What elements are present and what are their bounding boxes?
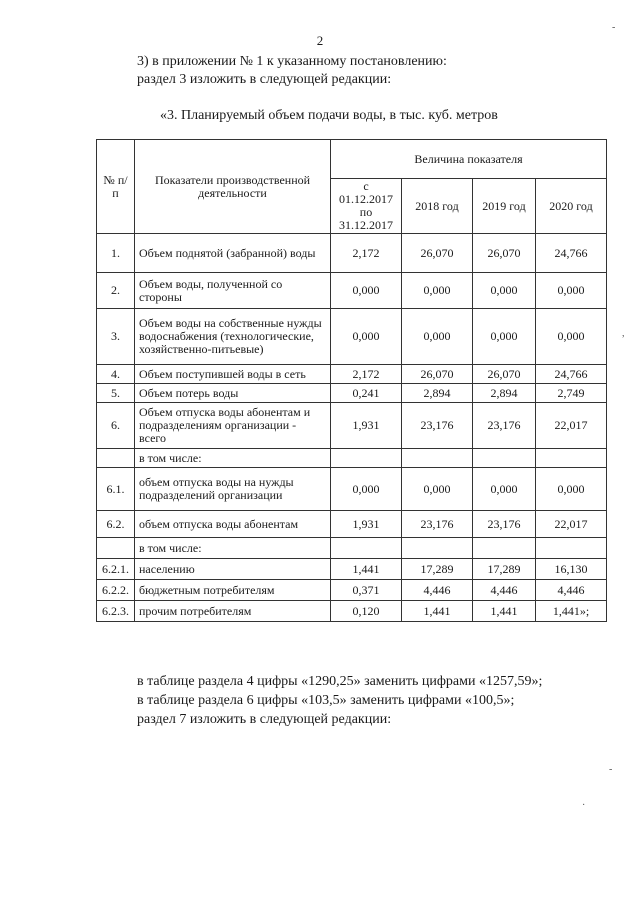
row-value	[536, 449, 607, 468]
row-value: 2,894	[402, 384, 473, 403]
header-period: 2020 год	[536, 179, 607, 234]
row-number: 1.	[97, 234, 135, 273]
scan-mark: -	[612, 22, 616, 33]
row-value: 1,441»;	[536, 601, 607, 622]
table-row	[97, 449, 607, 468]
row-number: 6.2.	[97, 511, 135, 538]
row-value: 0,000	[402, 309, 473, 365]
row-indicator-name: бюджетным потребителям	[135, 580, 331, 601]
table-row	[97, 559, 607, 580]
row-value: 23,176	[473, 511, 536, 538]
row-indicator-name: Объем воды на собственные нужды водоснабжения (технологические, хозяйственно-питьевые)	[135, 309, 331, 365]
row-indicator-name: объем отпуска воды абонентам	[135, 511, 331, 538]
row-value: 1,931	[331, 511, 402, 538]
row-number: 4.	[97, 365, 135, 384]
row-value: 0,241	[331, 384, 402, 403]
header-period: 2019 год	[473, 179, 536, 234]
row-value: 26,070	[402, 234, 473, 273]
row-value: 0,000	[536, 468, 607, 511]
row-value: 22,017	[536, 511, 607, 538]
row-number: 6.	[97, 403, 135, 449]
row-number: 6.2.3.	[97, 601, 135, 622]
scan-mark: ·	[582, 800, 586, 811]
scan-mark: -	[609, 764, 613, 775]
row-indicator-name: объем отпуска воды на нужды подразделений организации	[135, 468, 331, 511]
row-value: 0,000	[473, 309, 536, 365]
row-indicator-name: Объем отпуска воды абонентам и подразделениям организации - всего	[135, 403, 331, 449]
row-value	[402, 538, 473, 559]
row-value: 26,070	[473, 234, 536, 273]
row-number	[97, 449, 135, 468]
row-value: 1,441	[331, 559, 402, 580]
row-value: 0,000	[402, 273, 473, 309]
row-value: 0,120	[331, 601, 402, 622]
row-value: 24,766	[536, 234, 607, 273]
row-indicator-name: Объем потерь воды	[135, 384, 331, 403]
row-value	[536, 538, 607, 559]
row-value	[473, 538, 536, 559]
table-body	[97, 234, 607, 622]
water-supply-table	[96, 139, 607, 622]
row-value: 4,446	[536, 580, 607, 601]
table-row	[97, 309, 607, 365]
row-value: 1,931	[331, 403, 402, 449]
footer-paragraph	[137, 672, 542, 729]
header-indicator: Показатели производственной деятельности	[135, 140, 331, 234]
row-value: 16,130	[536, 559, 607, 580]
row-value: 23,176	[402, 403, 473, 449]
row-number: 6.2.2.	[97, 580, 135, 601]
row-indicator-name: Объем поднятой (забранной) воды	[135, 234, 331, 273]
header-period: с 01.12.2017 по 31.12.2017	[331, 179, 402, 234]
header-num: № п/п	[97, 140, 135, 234]
table-row	[97, 538, 607, 559]
row-value: 0,000	[473, 273, 536, 309]
row-indicator-name: прочим потребителям	[135, 601, 331, 622]
row-value: 0,000	[331, 309, 402, 365]
table-row	[97, 511, 607, 538]
table-row	[97, 403, 607, 449]
row-value: 22,017	[536, 403, 607, 449]
table-row	[97, 601, 607, 622]
row-value: 23,176	[402, 511, 473, 538]
row-number: 5.	[97, 384, 135, 403]
footer-line-1: в таблице раздела 4 цифры «1290,25» заменить цифрами «1257,59»;	[137, 674, 543, 689]
intro-paragraph	[137, 53, 447, 89]
row-value: 0,000	[536, 273, 607, 309]
footer-line-3: раздел 7 изложить в следующей редакции:	[137, 712, 392, 727]
row-indicator-name: населению	[135, 559, 331, 580]
row-value: 23,176	[473, 403, 536, 449]
row-number	[97, 538, 135, 559]
row-value: 0,000	[473, 468, 536, 511]
row-value: 0,371	[331, 580, 402, 601]
row-value: 2,749	[536, 384, 607, 403]
row-number: 2.	[97, 273, 135, 309]
table-row	[97, 273, 607, 309]
scan-mark: ,	[622, 328, 625, 339]
row-value: 17,289	[473, 559, 536, 580]
row-value: 24,766	[536, 365, 607, 384]
row-value: 0,000	[536, 309, 607, 365]
row-value: 26,070	[473, 365, 536, 384]
footer-line-2: в таблице раздела 6 цифры «103,5» заменить цифрами «100,5»;	[137, 693, 515, 708]
header-value-group: Величина показателя	[331, 140, 607, 179]
row-value	[331, 538, 402, 559]
row-value: 26,070	[402, 365, 473, 384]
header-period: 2018 год	[402, 179, 473, 234]
table-header-row	[97, 140, 607, 179]
page-number: 2	[316, 33, 324, 48]
table-row	[97, 580, 607, 601]
row-value: 0,000	[331, 273, 402, 309]
row-indicator-name: в том числе:	[135, 538, 331, 559]
row-indicator-name: Объем поступившей воды в сеть	[135, 365, 331, 384]
row-indicator-name: в том числе:	[135, 449, 331, 468]
row-value: 1,441	[473, 601, 536, 622]
row-value: 4,446	[402, 580, 473, 601]
row-value: 17,289	[402, 559, 473, 580]
row-value: 0,000	[402, 468, 473, 511]
row-number: 6.1.	[97, 468, 135, 511]
row-value: 2,894	[473, 384, 536, 403]
row-number: 3.	[97, 309, 135, 365]
table-row	[97, 384, 607, 403]
row-value	[331, 449, 402, 468]
section-title: «3. Планируемый объем подачи воды, в тыс. куб. метров	[160, 108, 498, 123]
intro-line-1: 3) в приложении № 1 к указанному постановлению:	[137, 54, 447, 69]
row-number: 6.2.1.	[97, 559, 135, 580]
table-row	[97, 365, 607, 384]
row-value: 4,446	[473, 580, 536, 601]
table-row	[97, 234, 607, 273]
row-value: 0,000	[331, 468, 402, 511]
row-value	[473, 449, 536, 468]
row-indicator-name: Объем воды, полученной со стороны	[135, 273, 331, 309]
row-value	[402, 449, 473, 468]
row-value: 1,441	[402, 601, 473, 622]
intro-line-2: раздел 3 изложить в следующей редакции:	[137, 72, 392, 87]
table-row	[97, 468, 607, 511]
row-value: 2,172	[331, 365, 402, 384]
row-value: 2,172	[331, 234, 402, 273]
